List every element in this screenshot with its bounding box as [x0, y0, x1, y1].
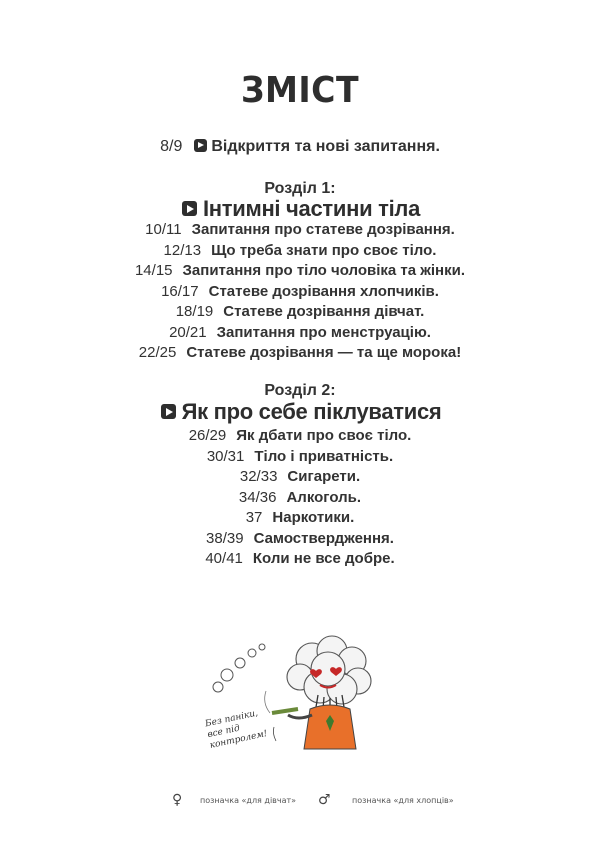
page-numbers: 22/25 — [138, 344, 177, 361]
toc-entry[interactable] — [0, 241, 600, 262]
entry-title: Статеве дозрівання — та ще морока! — [186, 344, 462, 361]
page-numbers: 37 — [245, 509, 263, 526]
page-numbers: 34/36 — [238, 488, 277, 506]
toc-entry[interactable] — [0, 488, 600, 509]
entry-title: Статеве дозрівання хлопчиків. — [208, 282, 439, 300]
toc-intro-entry[interactable] — [0, 138, 600, 156]
toc-entry[interactable] — [0, 508, 600, 529]
page-numbers: 8/9 — [160, 138, 183, 155]
page-numbers: 16/17 — [161, 282, 199, 300]
arm — [288, 715, 312, 718]
toc-entry[interactable] — [0, 447, 600, 468]
smoke-cloud-head — [287, 636, 371, 704]
page-numbers: 38/39 — [206, 529, 244, 547]
female-symbol-icon: ♀ — [172, 792, 183, 808]
toc-entry[interactable] — [0, 426, 600, 447]
toc-entry[interactable] — [0, 467, 600, 488]
entry-title: Як дбати про своє тіло. — [236, 427, 412, 444]
entry-title: Що треба знати про своє тіло. — [211, 241, 437, 259]
section-1-entries — [0, 220, 600, 364]
toc-entry[interactable] — [0, 529, 600, 550]
entry-title: Запитання про тіло чоловіка та жінки. — [182, 262, 466, 279]
entry-title: Коли не все добре. — [252, 550, 395, 567]
toc-entry[interactable] — [0, 261, 600, 282]
page-numbers: 26/29 — [188, 427, 227, 444]
section-2-entries — [0, 426, 600, 570]
toc-entry[interactable] — [0, 302, 600, 323]
smoke-puffs — [213, 644, 265, 692]
play-arrow-icon — [182, 201, 197, 216]
entry-title: Тіло і приватність. — [254, 447, 394, 465]
page-numbers: 18/19 — [175, 303, 214, 320]
page-numbers: 14/15 — [134, 262, 173, 279]
entry-title: Відкриття та нові запитання. — [211, 138, 440, 155]
male-symbol-icon: ♂ — [318, 792, 331, 808]
joint — [272, 709, 298, 713]
page-numbers: 10/11 — [145, 221, 182, 238]
entry-title: Сигарети. — [287, 468, 361, 485]
section-1-label: Розділ 1: — [264, 180, 336, 197]
section-2-label: Розділ 2: — [264, 382, 336, 399]
illustration-caption: Без паніки, все під контролем! — [204, 708, 269, 751]
section-2-title[interactable] — [0, 399, 600, 425]
entry-title: Самоствердження. — [253, 529, 394, 547]
page-numbers: 30/31 — [206, 447, 245, 465]
section-2-title-text: Як про себе піклуватися — [181, 399, 442, 424]
section-1-title-text: Інтимні частини тіла — [202, 196, 421, 221]
play-arrow-icon — [161, 404, 176, 419]
toc-entry[interactable] — [0, 323, 600, 344]
toc-entry[interactable] — [0, 220, 600, 241]
entry-title: Наркотики. — [272, 509, 355, 526]
legend-male-text: позначка «для хлопців» — [352, 796, 454, 805]
page-title: ЗМІСТ — [240, 70, 360, 111]
play-arrow-icon — [194, 139, 207, 152]
toc-entry[interactable] — [0, 343, 600, 364]
entry-title: Алкоголь. — [286, 488, 362, 506]
toc-entry[interactable] — [0, 549, 600, 570]
page-numbers: 12/13 — [163, 241, 202, 259]
toc-entry[interactable] — [0, 282, 600, 303]
entry-title: Запитання про менструацію. — [216, 323, 431, 341]
legend-female-text: позначка «для дівчат» — [200, 796, 297, 805]
section-1-title[interactable] — [0, 196, 600, 222]
entry-title: Статеве дозрівання дівчат. — [223, 303, 425, 320]
legend — [0, 792, 600, 812]
page-numbers: 20/21 — [169, 323, 207, 341]
entry-title: Запитання про статеве дозрівання. — [191, 221, 455, 238]
page-numbers: 40/41 — [205, 550, 243, 567]
page-numbers: 32/33 — [239, 468, 278, 485]
